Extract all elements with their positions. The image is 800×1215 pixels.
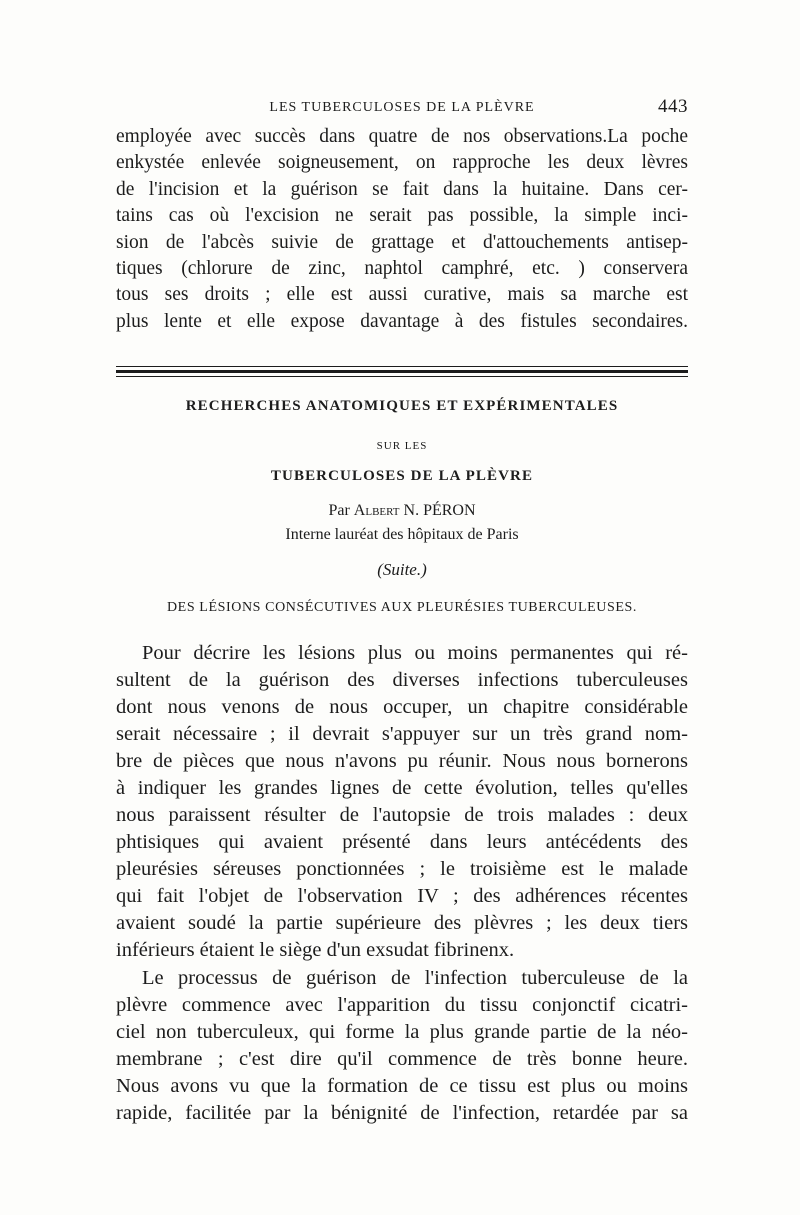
separator-rule bbox=[116, 376, 688, 377]
text-line: à indiquer les grandes lignes de cette évolution, telles qu'elles bbox=[116, 777, 688, 799]
running-header bbox=[116, 96, 688, 122]
separator-rule bbox=[116, 366, 688, 367]
paragraph bbox=[116, 965, 688, 1127]
author-prefix: Par bbox=[328, 502, 350, 519]
section-heading: DES LÉSIONS CONSÉCUTIVES AUX PLEURÉSIES TUBERCULEUSES. bbox=[166, 600, 638, 615]
running-title: LES TUBERCULOSES DE LA PLÈVRE bbox=[269, 100, 535, 115]
text-line: qui fait l'objet de l'observation IV ; des adhérences récentes bbox=[116, 885, 688, 907]
text-line: tous ses droits ; elle est aussi curative, mais sa marche est bbox=[116, 284, 688, 306]
text-line: sultent de la guérison des diverses infections tuberculeuses bbox=[116, 669, 688, 691]
text-line: Pour décrire les lésions plus ou moins permanentes qui ré- bbox=[142, 642, 688, 664]
text-line: sion de l'abcès suivie de grattage et d'attouchements antisep- bbox=[116, 231, 688, 253]
text-line: dont nous venons de nous occuper, un chapitre considérable bbox=[116, 696, 688, 718]
page-number: 443 bbox=[658, 96, 688, 117]
text-line: serait nécessaire ; il devrait s'appuyer sur un très grand nom- bbox=[116, 723, 688, 745]
paragraph bbox=[116, 640, 688, 964]
text-line: Nous avons vu que la formation de ce tissu est plus ou moins bbox=[116, 1075, 688, 1097]
text-line: plus lente et elle expose davantage à des fistules secondaires. bbox=[116, 310, 688, 332]
text-line: plèvre commence avec l'apparition du tissu conjonctif cicatri- bbox=[116, 994, 688, 1016]
text-line: nous paraissent résulter de l'autopsie de trois malades : deux bbox=[116, 804, 688, 826]
text-line: de l'incision et la guérison se fait dans la huitaine. Dans cer- bbox=[116, 178, 688, 200]
article-title: RECHERCHES ANATOMIQUES ET EXPÉRIMENTALES bbox=[185, 398, 619, 414]
text-line: pleurésies séreuses ponctionnées ; le troisième est le malade bbox=[116, 858, 688, 880]
text-line: rapide, facilitée par la bénignité de l'infection, retardée par sa bbox=[116, 1102, 688, 1124]
text-line: tains cas où l'excision ne serait pas possible, la simple inci- bbox=[116, 205, 688, 227]
text-line: inférieurs étaient le siège d'un exsudat fibrinenx. bbox=[116, 939, 515, 961]
article-author bbox=[116, 502, 688, 520]
separator-rule-thick bbox=[116, 370, 688, 373]
text-line: membrane ; c'est dire qu'il commence de très bonne heure. bbox=[116, 1048, 688, 1070]
text-line: avaient soudé la partie supérieure des plèvres ; les deux tiers bbox=[116, 912, 688, 934]
text-line: bre de pièces que nous n'avons pu réunir. Nous nous bornerons bbox=[116, 750, 688, 772]
article-subtitle: TUBERCULOSES DE LA PLÈVRE bbox=[270, 468, 534, 484]
text-line: tiques (chlorure de zinc, naphtol camphré, etc. ) conservera bbox=[116, 258, 688, 280]
continued-note: (Suite.) bbox=[377, 560, 427, 579]
paragraph-continued bbox=[116, 124, 688, 335]
text-line: ciel non tuberculeux, qui forme la plus grande partie de la néo- bbox=[116, 1021, 688, 1043]
text-line: employée avec succès dans quatre de nos observations.La poche bbox=[116, 126, 688, 147]
article-connector: SUR LES bbox=[376, 440, 428, 452]
text-line: enkystée enlevée soigneusement, on rapproche les deux lèvres bbox=[116, 152, 688, 174]
author-name: Albert N. PÉRON bbox=[353, 502, 476, 519]
author-affiliation: Interne lauréat des hôpitaux de Paris bbox=[285, 526, 519, 543]
text-line: phtisiques qui avaient présenté dans leurs antécédents des bbox=[116, 831, 688, 853]
text-line: Le processus de guérison de l'infection tuberculeuse de la bbox=[142, 967, 688, 989]
